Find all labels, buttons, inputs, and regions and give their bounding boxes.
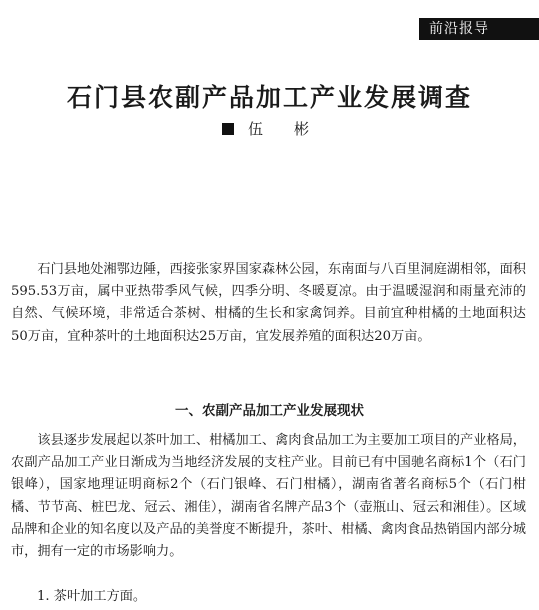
- paragraph-status: 该县逐步发展起以茶叶加工、柑橘加工、禽肉食品加工为主要加工项目的产业格局，农副产品加工产业日渐成为当地经济发展的支柱产业。目前已有中国驰名商标1个（石门银峰），国家地理证明商标2个（石门银峰、石门柑橘），湖南省著名商标5个（石门柑橘、节节高、桩巴龙、冠云、湘佳），湖南省名牌产品3个（壶瓶山、冠云和湘佳）。区域品牌和企业的知名度以及产品的美誉度不断提升，茶叶、柑橘、禽肉食品热销国内部分城市，拥有一定的市场影响力。: [11, 433, 526, 560]
- author-line: [0, 118, 539, 139]
- paragraph-intro: 石门县地处湘鄂边陲，西接张家界国家森林公园，东南面与八百里洞庭湖相邻，面积595.53万亩，属中亚热带季风气候，四季分明、冬暖夏凉。由于温暖湿润和雨量充沛的自然、气候环境，非常适合茶树、柑橘的生长和家禽饲养。目前宜种柑橘的土地面积达50万亩，宜种茶叶的土地面积达25万亩，宜发展养殖的面积达20万亩。: [11, 262, 526, 344]
- author-name: 伍 彬: [247, 120, 317, 138]
- subheading-tea: 1. 茶叶加工方面。: [37, 589, 147, 604]
- column-tag: 前沿报导: [419, 18, 539, 40]
- square-bullet-icon: [222, 123, 234, 135]
- section-heading: 一、农副产品加工产业发展现状: [175, 403, 364, 419]
- article-title: 石门县农副产品加工产业发展调查: [66, 83, 472, 112]
